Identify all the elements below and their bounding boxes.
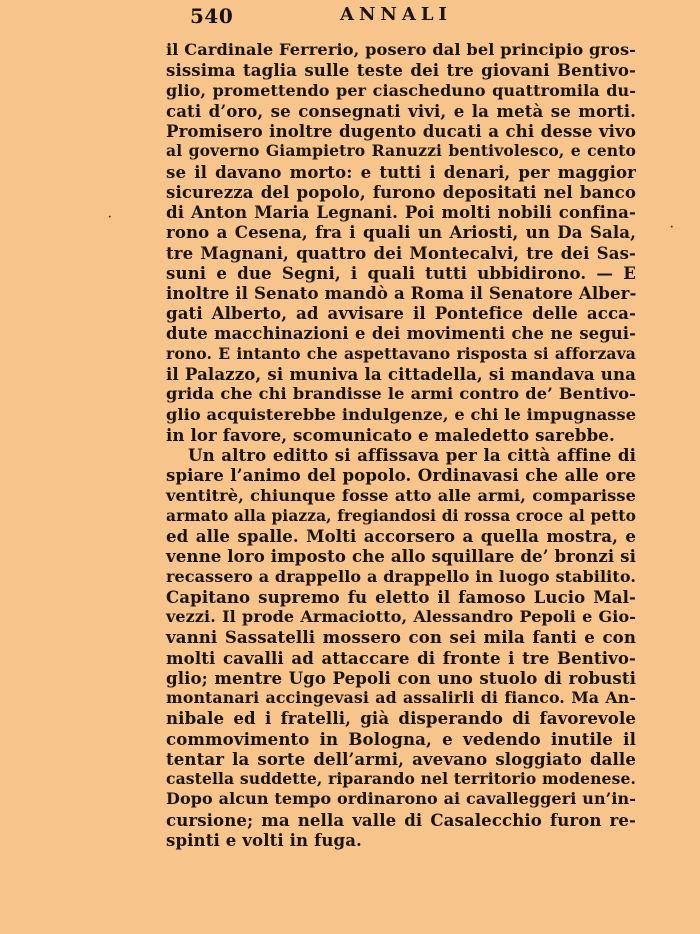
text-line: molti cavalli ad attaccare di fronte i tre Bentivo-: [166, 647, 636, 668]
text-line: grida che chi brandisse le armi contro de’ Bentivo-: [166, 384, 636, 404]
text-line: montanari accingevasi ad assalirli di fianco. Ma An-: [166, 688, 636, 707]
text-line: Un altro editto si affissava per la città affine di: [188, 445, 636, 465]
text-line: armato alla piazza, fregiandosi di rossa croce al petto: [166, 506, 636, 525]
text-line: cursione; ma nella valle di Casalecchio furon re-: [166, 809, 636, 830]
text-line: sicurezza del popolo, furono depositati nel banco: [166, 181, 636, 202]
text-line: vanni Sassatelli mossero con sei mila fanti e con: [166, 627, 636, 648]
text-line: recassero a drappello a drappello in luogo stabilito.: [166, 566, 636, 586]
text-line: castella suddette, riparando nel territorio modenese.: [166, 769, 636, 788]
text-line: cati d’oro, se consegnati vivi, e la metà se morti.: [166, 100, 636, 121]
text-line: Promisero inoltre dugento ducati a chi desse vivo: [166, 121, 636, 141]
text-line: Capitano supremo fu eletto il famoso Lucio Mal-: [166, 586, 636, 607]
text-line: dute macchinazioni e dei movimenti che ne segui-: [166, 323, 636, 343]
running-head: ANNALI: [340, 4, 452, 25]
text-line: glio, promettendo per ciascheduno quattromila du-: [166, 80, 636, 100]
page-number: 540: [190, 4, 234, 28]
text-line: commovimento in Bologna, e vedendo inutile il: [166, 728, 636, 749]
text-line: se il davano morto: e tutti i denari, per maggior: [166, 161, 636, 182]
text-line: ventitrè, chiunque fosse atto alle armi, comparisse: [166, 485, 636, 505]
text-line: ed alle spalle. Molti accorsero a quella mostra, e: [166, 526, 636, 546]
text-line: tentar la sorte dell’armi, avevano sloggiato dalle: [166, 748, 636, 769]
text-line: al governo Giampietro Ranuzzi bentivolesco, e cento: [166, 141, 636, 161]
margin-mark: ·: [108, 212, 112, 223]
text-line: glio; mentre Ugo Pepoli con uno stuolo di robusti: [166, 667, 636, 688]
text-line: di Anton Maria Legnani. Poi molti nobili confina-: [166, 202, 636, 222]
text-line: Dopo alcun tempo ordinarono ai cavalleggeri un’in-: [166, 789, 636, 809]
text-line: glio acquisterebbe indulgenze, e chi le impugnasse: [166, 404, 637, 424]
margin-mark: ·: [670, 222, 674, 233]
text-line: gati Alberto, ad avvisare il Pontefice delle acca-: [166, 303, 636, 324]
body-text: [166, 40, 636, 850]
text-line: in lor favore, scomunicato e maledetto sarebbe.: [166, 424, 615, 445]
text-line: spiare l’animo del popolo. Ordinavasi che alle ore: [166, 465, 636, 486]
text-line: suni e due Segni, i quali tutti ubbidirono. — E: [166, 262, 636, 283]
text-line: il Palazzo, si muniva la cittadella, si mandava una: [166, 364, 636, 384]
text-line: vezzi. Il prode Armaciotto, Alessandro Pepoli e Gio-: [166, 607, 636, 626]
text-line: il Cardinale Ferrerio, posero dal bel principio gros-: [166, 40, 636, 59]
text-line: venne loro imposto che allo squillare de’ bronzi si: [166, 546, 636, 567]
text-line: tre Magnani, quattro dei Montecalvi, tre dei Sas-: [166, 242, 636, 263]
text-line: rono a Cesena, fra i quali un Ariosti, un Da Sala,: [166, 222, 636, 243]
text-line: rono. E intanto che aspettavano risposta si afforzava: [166, 343, 636, 363]
text-line: sissima taglia sulle teste dei tre giovani Bentivo-: [166, 60, 636, 81]
text-line: spinti e volti in fuga.: [166, 829, 362, 850]
page-header: [160, 4, 490, 28]
text-line: inoltre il Senato mandò a Roma il Senatore Alber-: [166, 283, 637, 303]
text-line: nibale ed i fratelli, già disperando di favorevole: [166, 708, 636, 729]
